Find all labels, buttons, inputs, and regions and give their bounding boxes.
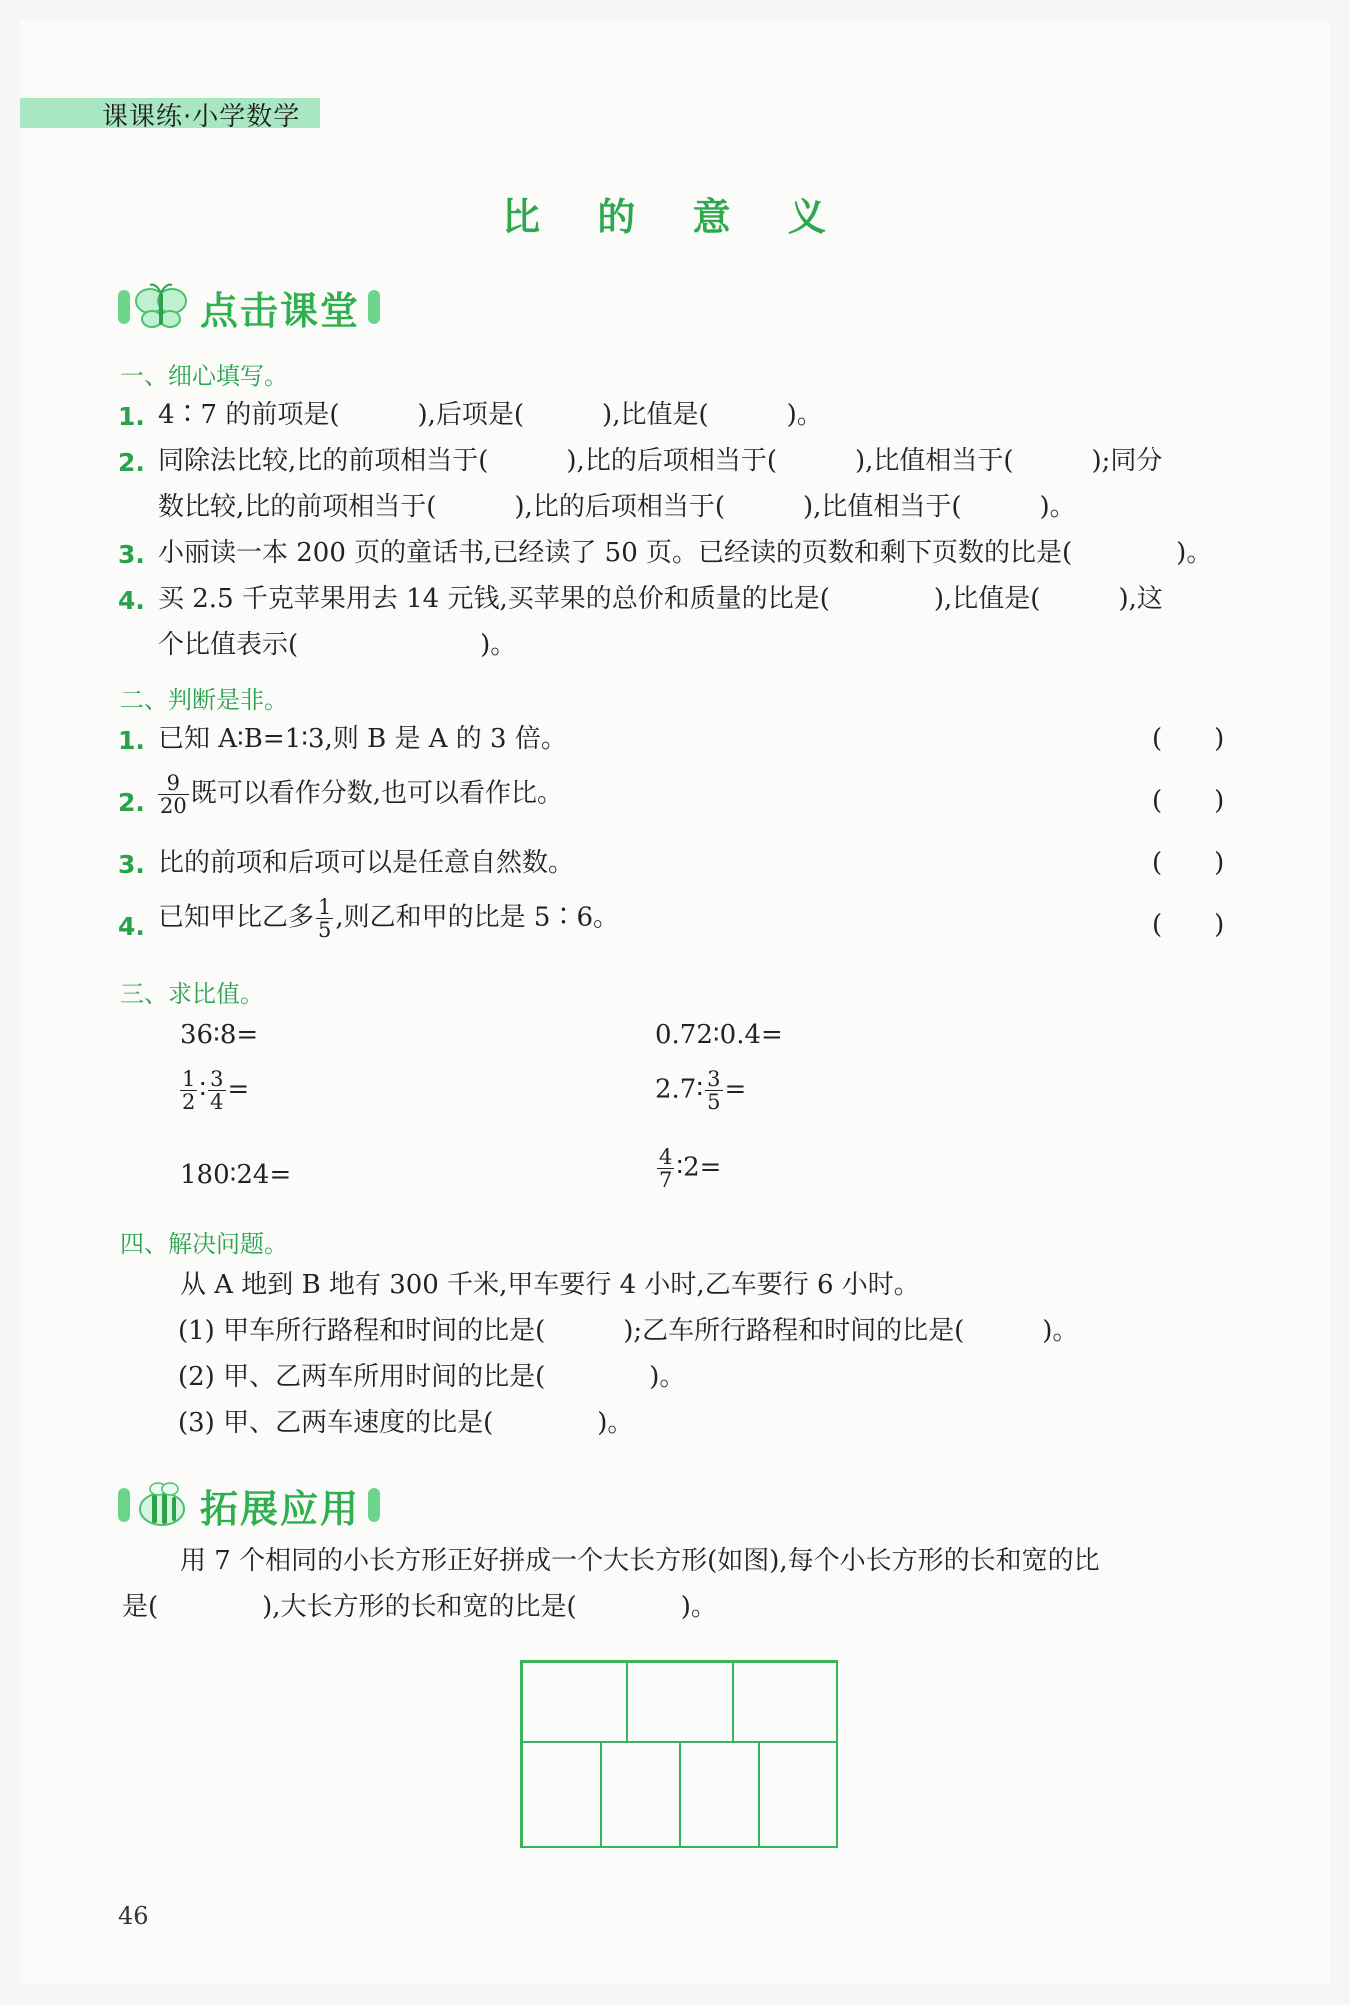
problem-intro: 从 A 地到 B 地有 300 千米,甲车要行 4 小时,乙车要行 6 小时。 [180,1270,920,1300]
judge-q1-answer: ( ) [1152,724,1225,754]
fraction-3-4 [208,1068,225,1113]
ratio-b: 0.72∶0.4= [655,1020,783,1050]
section-4-heading: 四、解决问题。 [120,1230,288,1258]
fill-q4-line2: 个比值表示( )。 [158,630,517,660]
frac-num: 9 [158,772,189,795]
page-number: 46 [118,1902,149,1930]
frac-num: 4 [659,1145,673,1169]
extend-line-2: 是( ),大长方形的长和宽的比是( )。 [122,1592,717,1622]
fill-q2-number: 2. [118,448,145,477]
frac-den: 5 [318,918,332,942]
fill-q2-line1: 同除法比较,比的前项相当于( ),比的后项相当于( ),比值相当于( );同分 [158,446,1163,476]
ratio-d-eq: = [724,1074,747,1105]
banner-right-cap [368,1488,380,1522]
judge-q1-text: 已知 A∶B=1∶3,则 B 是 A 的 3 倍。 [158,724,567,754]
problem-part-2: (2) 甲、乙两车所用时间的比是( )。 [178,1362,686,1392]
ratio-f-post: ∶2= [676,1152,722,1183]
judge-q2-number: 2. [118,788,145,817]
rect-bottom-2 [601,1742,680,1848]
fill-q1-number: 1. [118,402,145,431]
rect-top-3 [733,1662,838,1742]
ratio-d-pre: 2.7∶ [655,1074,704,1105]
ratio-c-colon: ∶ [199,1074,207,1105]
frac-num: 3 [707,1067,721,1091]
rect-bottom-4 [759,1742,838,1848]
rect-bottom-1 [522,1742,601,1848]
bee-icon [130,1479,192,1531]
ratio-c-eq: = [227,1074,250,1105]
book-title: 课课练·小学数学 [102,102,301,132]
section-2-heading: 二、判断是非。 [120,686,288,714]
fraction-1-5 [316,896,333,941]
fill-q3-text: 小丽读一本 200 页的童话书,已经读了 50 页。已经读的页数和剩下页数的比是( )。 [158,538,1213,568]
problem-part-3: (3) 甲、乙两车速度的比是( )。 [178,1408,634,1438]
judge-q2-text: 既可以看作分数,也可以看作比。 [190,778,563,809]
frac-den: 5 [707,1090,721,1114]
ratio-c [178,1068,249,1113]
judge-q3-text: 比的前项和后项可以是任意自然数。 [158,848,575,878]
frac-den: 20 [160,794,187,818]
banner-dianji [118,282,380,332]
extend-line-1: 用 7 个相同的小长方形正好拼成一个大长方形(如图),每个小长方形的长和宽的比 [180,1546,1100,1576]
banner-tuozhan [118,1480,380,1530]
judge-q4-post: ,则乙和甲的比是 5∶6。 [335,902,620,933]
ratio-e: 180∶24= [180,1160,292,1190]
banner-right-cap [368,290,380,324]
butterfly-icon [130,281,192,333]
judge-q2-answer: ( ) [1152,786,1225,816]
judge-q3-number: 3. [118,850,145,879]
page-title: 比 的 意 义 [502,195,848,239]
judge-q4-line [158,896,619,941]
ratio-f [655,1146,721,1191]
fraction-3-5 [705,1068,722,1113]
fill-q3-number: 3. [118,540,145,569]
section-1-heading: 一、细心填写。 [120,362,288,390]
fill-q4-line1: 买 2.5 千克苹果用去 14 元钱,买苹果的总价和质量的比是( ),比值是( ),这 [158,584,1163,614]
rect-top-2 [627,1662,733,1742]
judge-q4-number: 4. [118,912,145,941]
judge-q2-line [156,772,563,817]
rect-bottom-3 [680,1742,759,1848]
fraction-1-2 [180,1068,197,1113]
judge-q3-answer: ( ) [1152,848,1225,878]
banner-left-cap [118,290,130,324]
banner-text-tuozhan: 拓展应用 [200,1486,361,1531]
rectangle-figure [520,1660,838,1848]
fraction-9-20 [158,772,189,817]
frac-den: 4 [210,1090,224,1114]
frac-num: 1 [318,895,332,919]
judge-q4-answer: ( ) [1152,910,1225,940]
frac-num: 1 [182,1067,196,1091]
judge-q1-number: 1. [118,726,145,755]
rect-top-1 [522,1662,627,1742]
problem-part-1: (1) 甲车所行路程和时间的比是( );乙车所行路程和时间的比是( )。 [178,1316,1079,1346]
frac-num: 3 [210,1067,224,1091]
frac-den: 2 [182,1090,196,1114]
fill-q4-number: 4. [118,586,145,615]
fill-q1-text: 4∶7 的前项是( ),后项是( ),比值是( )。 [158,400,823,430]
fraction-4-7 [657,1146,674,1191]
banner-text-dianji: 点击课堂 [200,288,361,333]
section-3-heading: 三、求比值。 [120,980,264,1008]
ratio-a: 36∶8= [180,1020,259,1050]
ratio-d [655,1068,746,1113]
frac-den: 7 [659,1168,673,1192]
judge-q4-pre: 已知甲比乙多 [158,902,315,933]
banner-left-cap [118,1488,130,1522]
fill-q2-line2: 数比较,比的前项相当于( ),比的后项相当于( ),比值相当于( )。 [158,492,1076,522]
